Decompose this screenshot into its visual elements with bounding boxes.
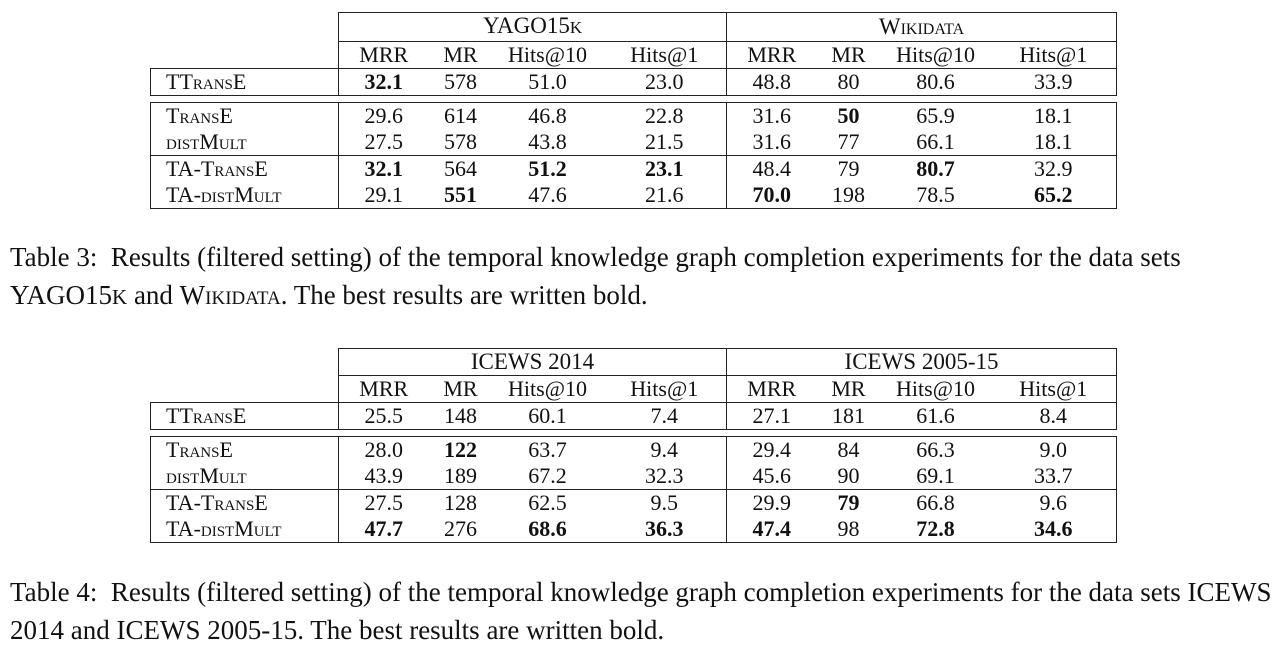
- table-cell: 189: [444, 463, 477, 488]
- column-header: MRR: [339, 376, 429, 403]
- table-cell: 68.6: [493, 516, 603, 543]
- method-name: TransE: [151, 437, 339, 464]
- table-cell: 198: [817, 182, 881, 209]
- table-cell: 33.9: [991, 69, 1117, 96]
- table-cell: 98: [817, 516, 881, 543]
- column-header: Hits@10: [508, 376, 587, 401]
- table-cell: 47.6: [493, 182, 603, 209]
- table-cell: 148: [429, 403, 493, 430]
- table-cell: 63.7: [493, 437, 603, 464]
- table-cell: 72.8: [881, 516, 991, 543]
- table-cell: 9.5: [603, 490, 727, 517]
- method-name: TA-TransE: [151, 156, 339, 183]
- table-cell: 614: [429, 103, 493, 130]
- table-cell: 79: [817, 490, 881, 517]
- group-header-wikidata: Wikidata: [727, 13, 1117, 42]
- table-cell: 9.6: [991, 490, 1117, 517]
- table-cell: 66.8: [881, 490, 991, 517]
- table-cell: 122: [429, 437, 493, 464]
- table-cell: 31.6: [752, 129, 792, 154]
- table-cell: 43.8: [528, 129, 567, 154]
- column-header: MRR: [747, 376, 797, 401]
- table-cell: 62.5: [493, 490, 603, 517]
- caption-label: Table 4:: [10, 577, 98, 607]
- table-row: [151, 490, 1117, 517]
- table-cell: 551: [429, 182, 493, 209]
- table-cell: 47.4: [727, 516, 817, 543]
- table-cell: 80.6: [881, 69, 991, 96]
- table-cell: 80.7: [881, 156, 991, 183]
- table-cell: 276: [429, 516, 493, 543]
- table-cell: 29.9: [727, 490, 817, 517]
- column-header: MRR: [339, 42, 429, 69]
- table-cell: 9.4: [603, 437, 727, 464]
- table-cell: 21.5: [603, 129, 727, 156]
- table-header-metrics: [151, 42, 1117, 69]
- table-cell: 77: [837, 129, 860, 154]
- table-cell: 28.0: [339, 437, 429, 464]
- method-name: distMult: [151, 129, 339, 156]
- table-cell: 578: [444, 129, 477, 154]
- table-cell: 29.1: [339, 182, 429, 209]
- method-name: distMult: [151, 463, 339, 490]
- table-4: [150, 348, 1117, 543]
- table-row: [151, 463, 1117, 490]
- table-cell: 51.0: [493, 69, 603, 96]
- method-name: TransE: [151, 103, 339, 130]
- table-cell: 32.1: [339, 69, 429, 96]
- table-cell: 79: [817, 156, 881, 183]
- table-row: [151, 156, 1117, 183]
- table-cell: 43.9: [364, 463, 403, 488]
- table-cell: 70.0: [727, 182, 817, 209]
- column-header: MRR: [747, 42, 797, 67]
- table-row: [151, 403, 1117, 430]
- table-cell: 45.6: [752, 463, 791, 488]
- table-cell: 48.4: [727, 156, 817, 183]
- table-row: [151, 103, 1117, 130]
- table-cell: 65.9: [881, 103, 991, 130]
- table-cell: 32.3: [603, 463, 727, 490]
- table-cell: 27.1: [727, 403, 817, 430]
- table-row: [151, 516, 1117, 543]
- table-header-groups: [151, 13, 1117, 42]
- table-cell: 51.2: [493, 156, 603, 183]
- table-row: [151, 182, 1117, 209]
- table-cell: 34.6: [991, 516, 1117, 543]
- table-cell: 69.1: [916, 463, 955, 488]
- method-name: TA-distMult: [151, 182, 339, 209]
- table-cell: 65.2: [991, 182, 1117, 209]
- group-header-icews2005: ICEWS 2005-15: [727, 349, 1117, 376]
- table-cell: 46.8: [493, 103, 603, 130]
- table-body: [151, 403, 1117, 543]
- table-cell: 7.4: [603, 403, 727, 430]
- column-header: Hits@1: [991, 376, 1117, 403]
- table-cell: 33.7: [991, 463, 1117, 490]
- column-header: Hits@1: [991, 42, 1117, 69]
- column-header: Hits@1: [603, 42, 727, 69]
- table-cell: 21.6: [603, 182, 727, 209]
- table-cell: 8.4: [991, 403, 1117, 430]
- method-name: TTransE: [151, 403, 339, 430]
- table-cell: 18.1: [991, 103, 1117, 130]
- table-cell: 25.5: [339, 403, 429, 430]
- table-row: [151, 69, 1117, 96]
- table-cell: 29.4: [727, 437, 817, 464]
- table-cell: 47.7: [339, 516, 429, 543]
- column-header: Hits@1: [603, 376, 727, 403]
- column-header: MR: [443, 42, 478, 67]
- table-cell: 66.3: [881, 437, 991, 464]
- method-name: TA-TransE: [151, 490, 339, 517]
- column-header: Hits@10: [508, 42, 587, 67]
- table-cell: 61.6: [881, 403, 991, 430]
- method-name: TA-distMult: [151, 516, 339, 543]
- method-name: TTransE: [151, 69, 339, 96]
- table-cell: 32.1: [339, 156, 429, 183]
- column-header: MR: [831, 42, 866, 67]
- table-cell: 31.6: [727, 103, 817, 130]
- table-cell: 18.1: [991, 129, 1117, 156]
- table-3-caption: Table 3: Results (filtered setting) of the temporal knowledge graph completion experiments for the data sets YAGO15K and Wikidata. The best results are written bold.: [10, 242, 1181, 310]
- table-cell: 66.1: [916, 129, 955, 154]
- table-cell: 90: [837, 463, 860, 488]
- table-cell: 67.2: [528, 463, 567, 488]
- table-header-metrics: [151, 376, 1117, 403]
- table-cell: 84: [817, 437, 881, 464]
- table-cell: 36.3: [603, 516, 727, 543]
- table-cell: 27.5: [364, 129, 403, 154]
- table-cell: 9.0: [991, 437, 1117, 464]
- table-cell: 23.1: [603, 156, 727, 183]
- table-cell: 128: [429, 490, 493, 517]
- caption-text: Results (filtered setting) of the temporal knowledge graph completion experiments for the data sets ICEWS 2014 and ICEWS 2005-15. The best results are written bold.: [10, 577, 1272, 645]
- group-header-yago: YAGO15K: [339, 13, 727, 42]
- table-cell: 60.1: [493, 403, 603, 430]
- table-row: [151, 437, 1117, 464]
- column-header: MR: [443, 376, 478, 401]
- table-cell: 50: [817, 103, 881, 130]
- table-cell: 80: [817, 69, 881, 96]
- table-header-groups: [151, 349, 1117, 376]
- table-cell: 23.0: [603, 69, 727, 96]
- table-cell: 48.8: [727, 69, 817, 96]
- table-body: [151, 69, 1117, 209]
- table-cell: 564: [429, 156, 493, 183]
- table-3: [150, 12, 1117, 209]
- column-header: Hits@10: [896, 376, 975, 401]
- column-header: MR: [831, 376, 866, 401]
- table-cell: 27.5: [339, 490, 429, 517]
- group-header-icews2014: ICEWS 2014: [339, 349, 727, 376]
- table-row: [151, 129, 1117, 156]
- table-cell: 181: [817, 403, 881, 430]
- table-cell: 22.8: [603, 103, 727, 130]
- table-cell: 578: [429, 69, 493, 96]
- table-cell: 29.6: [339, 103, 429, 130]
- column-header: Hits@10: [896, 42, 976, 67]
- table-cell: 32.9: [991, 156, 1117, 183]
- table-4-caption: [10, 573, 1272, 649]
- caption-label: Table 3:: [10, 242, 98, 272]
- table-cell: 78.5: [881, 182, 991, 209]
